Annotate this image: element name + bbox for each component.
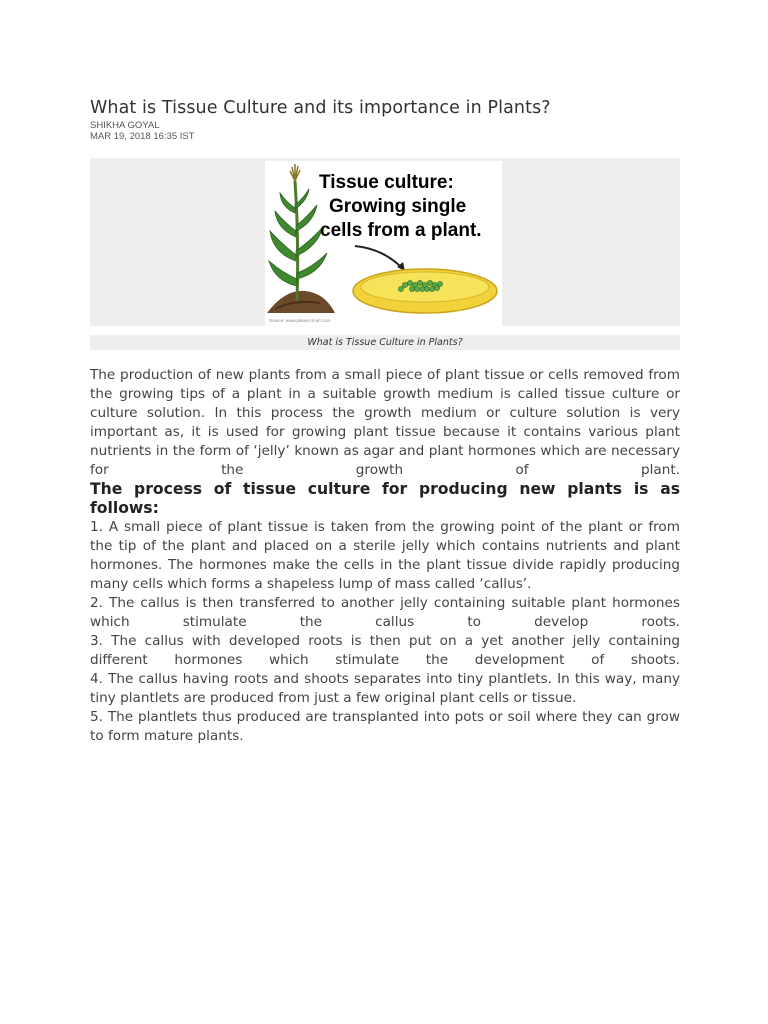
tissue-culture-illustration bbox=[265, 161, 502, 326]
article-author[interactable]: SHIKHA GOYAL bbox=[90, 120, 160, 131]
process-step-3: 3. The callus with developed roots is then put on a yet another jelly containing different hormones which stimulate the development of shoots. bbox=[90, 633, 680, 668]
process-step-4: 4. The callus having roots and shoots separates into tiny plantlets. In this way, many tiny plantlets are produced from just a few original plant cells or tissue. bbox=[90, 671, 680, 706]
article-page bbox=[90, 96, 680, 744]
article-title: What is Tissue Culture and its importance in Plants? bbox=[90, 98, 551, 118]
process-step-5: 5. The plantlets thus produced are transplanted into pots or soil where they can grow to form mature plants. bbox=[90, 709, 680, 744]
intro-paragraph: The production of new plants from a small piece of plant tissue or cells removed from the growing tips of a plant in a suitable growth medium is called tissue culture or culture solution. In this process the growth medium or culture solution is very important as, it is used for growing plant tissue because it contains various plant nutrients in the form of ‘jelly’ known as agar and plant hormones which are necessary for the growth of plant. bbox=[90, 367, 680, 478]
figure-text-line2: Growing single bbox=[329, 196, 467, 217]
figure-source-note: Source: www.planet-of-art.com bbox=[269, 318, 331, 323]
figure-container bbox=[90, 158, 680, 326]
figure-text-line3: cells from a plant. bbox=[320, 220, 482, 241]
process-step-1: 1. A small piece of plant tissue is taken from the growing point of the plant or from the tip of the plant and placed on a sterile jelly which contains nutrients and plant hormones. The hormones make the cells in the plant tissue divide rapidly producing many cells which forms a shapeless lump of mass called ‘callus’. bbox=[90, 519, 680, 592]
article-date: MAR 19, 2018 16:35 IST bbox=[90, 131, 195, 142]
figure-caption: What is Tissue Culture in Plants? bbox=[90, 335, 680, 350]
figure-text-line1: Tissue culture: bbox=[319, 172, 454, 193]
process-heading: The process of tissue culture for producing new plants is as follows: bbox=[90, 480, 680, 517]
process-step-2: 2. The callus is then transferred to another jelly containing suitable plant hormones which stimulate the callus to develop roots. bbox=[90, 595, 680, 630]
article-body bbox=[90, 366, 680, 746]
